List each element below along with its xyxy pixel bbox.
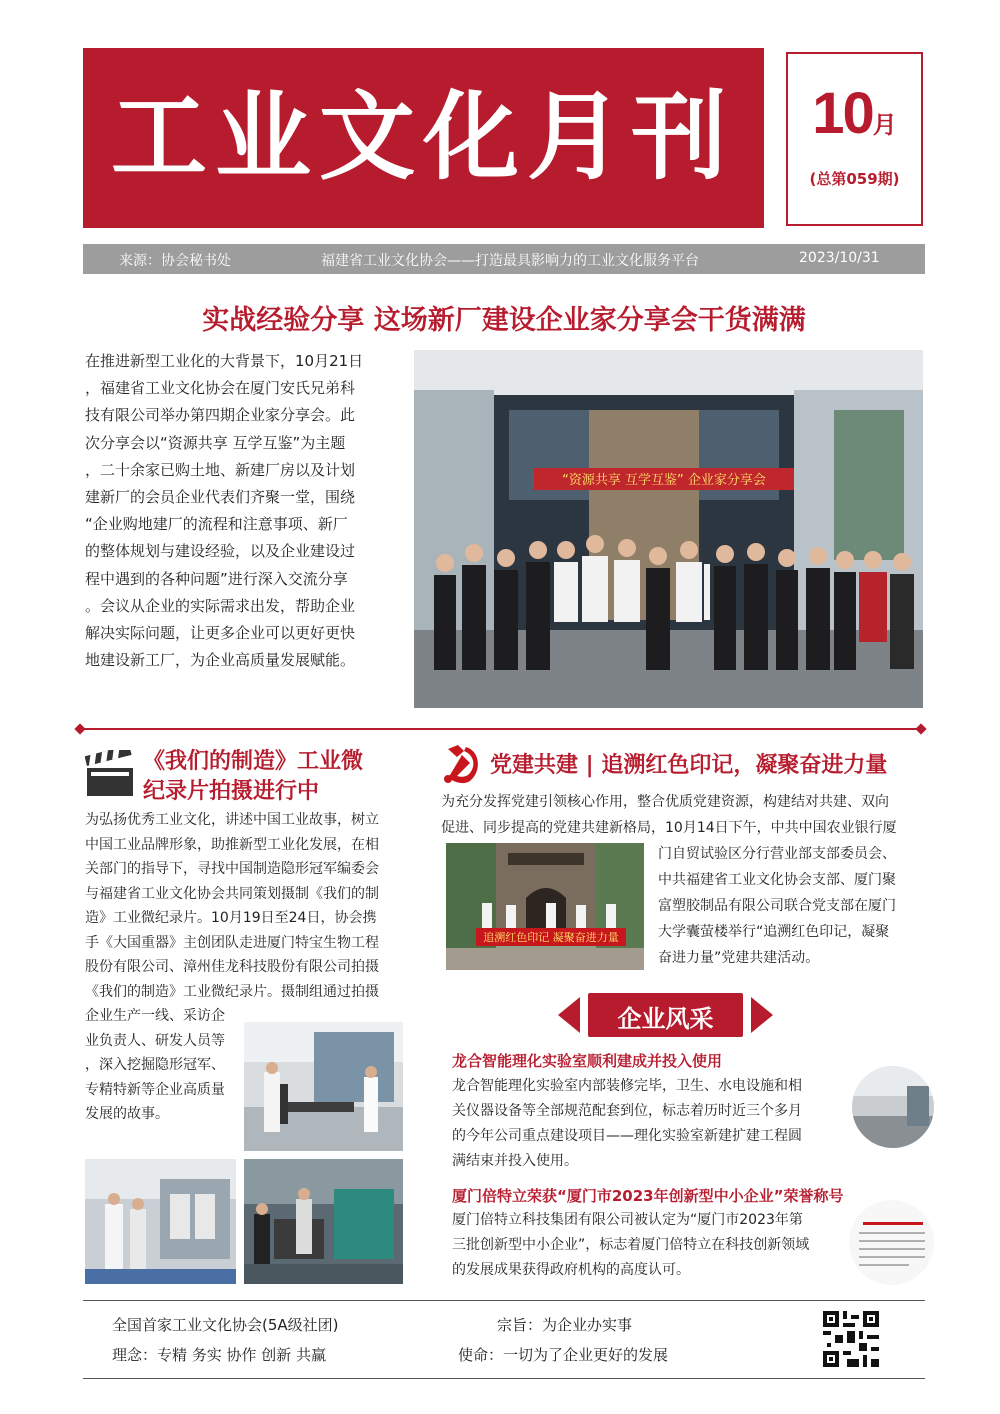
footer-top-rule xyxy=(83,1300,925,1301)
film-article-text-narrow xyxy=(85,1004,240,1127)
photo-banner-text: 追溯红色印记 凝聚奋进力量 xyxy=(483,931,619,944)
divider-dot xyxy=(915,723,926,734)
showcase-item-text xyxy=(452,1074,852,1174)
text-line: 技有限公司举办第四期企业家分享会。此 xyxy=(85,406,356,425)
issue-total: (总第059期) xyxy=(809,170,900,188)
film-photo-production xyxy=(85,1159,236,1284)
lab-photo-circle xyxy=(852,1066,934,1148)
text-line: 程中遇到的各种问题”进行深入交流分享 xyxy=(85,569,348,588)
text-line: 企业生产一线、采访企 xyxy=(85,1008,225,1024)
party-event-photo xyxy=(446,843,644,970)
text-line: 大学囊萤楼举行“追溯红色印记，凝聚 xyxy=(658,924,890,940)
text-line: 关仪器设备等全部规范配套到位，标志着历时近三个多月 xyxy=(452,1103,802,1119)
film-title-line: 《我们的制造》工业微 xyxy=(143,749,364,774)
text-line: 龙合智能理化实验室内部装修完毕，卫生、水电设施和相 xyxy=(452,1078,802,1094)
clapperboard-icon xyxy=(85,750,135,798)
film-article-text xyxy=(85,808,405,1004)
text-line: 建新厂的会员企业代表们齐聚一堂，围绕 xyxy=(85,488,356,507)
showcase-item-text xyxy=(452,1208,852,1283)
text-line: 专精特新等企业高质量 xyxy=(85,1081,225,1098)
footer-bottom-rule xyxy=(83,1378,925,1379)
party-article-text xyxy=(441,789,931,841)
text-line: ，福建省工业文化协会在厦门安氏兄弟科 xyxy=(85,379,356,398)
text-line: 厦门倍特立科技集团有限公司被认定为“厦门市2023年第 xyxy=(452,1212,803,1228)
info-bar xyxy=(83,244,925,274)
text-line: 与福建省工业文化协会共同策划摄制《我们的制 xyxy=(85,885,379,902)
text-line: 门自贸试验区分行营业部支部委员会、 xyxy=(658,846,896,862)
text-line: “企业购地建厂的流程和注意事项、新厂 xyxy=(85,515,348,534)
text-line: 的整体规划与建设经验，以及企业建设过 xyxy=(85,542,356,561)
text-line: ，二十余家已购土地、新建厂房以及计划 xyxy=(85,460,356,479)
showcase-item-title: 厦门倍特立荣获“厦门市2023年创新型中小企业”荣誉称号 xyxy=(452,1187,844,1205)
showcase-item-title: 龙合智能理化实验室顺利建成并投入使用 xyxy=(452,1052,723,1070)
section-divider xyxy=(78,728,923,730)
text-line: 业负责人、研发人员等 xyxy=(85,1032,225,1049)
text-line: 的发展成果获得政府机构的高度认可。 xyxy=(452,1262,690,1278)
photo-banner-text: “资源共享 互学互鉴” 企业家分享会 xyxy=(562,473,766,488)
film-title-line: 纪录片拍摄进行中 xyxy=(143,779,320,804)
text-line: 造》工业微纪录片。10月19日至24日，协会携 xyxy=(85,910,377,926)
text-line: 发展的故事。 xyxy=(85,1106,169,1122)
text-line: 富塑胶制品有限公司联合党支部在厦门 xyxy=(658,898,896,914)
text-line: 奋进力量”党建共建活动。 xyxy=(658,950,820,966)
text-line: 为充分发挥党建引领核心作用，整合优质党建资源，构建结对共建、双向 xyxy=(441,794,889,810)
text-line: 。会议从企业的实际需求出发，帮助企业 xyxy=(85,596,356,615)
text-line: 地建设新工厂，为企业高质量发展赋能。 xyxy=(85,651,356,670)
text-line: 股份有限公司、漳州佳龙科技股份有限公司拍摄 xyxy=(85,959,379,975)
footer-purpose: 宗旨：为企业办实事 xyxy=(497,1316,633,1334)
text-line: 手《大国重器》主创团队走进厦门特宝生物工程 xyxy=(85,934,379,951)
footer-assoc: 全国首家工业文化协会(5A级社团) xyxy=(112,1316,339,1334)
issue-month xyxy=(788,80,921,147)
text-line: 为弘扬优秀工业文化，讲述中国工业故事，树立 xyxy=(85,812,379,828)
lead-headline: 实战经验分享 这场新厂建设企业家分享会干货满满 xyxy=(202,305,806,336)
lead-article-text xyxy=(85,348,397,674)
text-line: 《我们的制造》工业微纪录片。摄制组通过拍摄 xyxy=(85,983,379,1000)
film-photo-lab xyxy=(244,1022,403,1151)
showcase-banner xyxy=(558,991,773,1039)
qr-code-icon xyxy=(823,1311,879,1367)
issue-date: 2023/10/31 xyxy=(799,250,880,266)
masthead xyxy=(83,48,764,228)
text-line: ，深入挖掘隐形冠军、 xyxy=(85,1057,225,1073)
publication-title: 工业文化月刊 xyxy=(111,80,735,193)
text-line: 满结束并投入使用。 xyxy=(452,1153,578,1169)
issue-month-number: 10 xyxy=(812,81,873,146)
text-line: 在推进新型工业化的大背景下，10月21日 xyxy=(85,352,364,370)
party-emblem-icon xyxy=(440,743,482,785)
film-photo-factory xyxy=(244,1159,403,1284)
text-line: 中国工业品牌形象，助推新型工业化发展，在相 xyxy=(85,836,379,853)
slogan: 福建省工业文化协会——打造最具影响力的工业文化服务平台 xyxy=(321,253,699,269)
text-line: 促进、同步提高的党建共建新格局，10月14日下午，中共中国农业银行厦 xyxy=(441,820,897,836)
showcase-banner-label: 企业风采 xyxy=(617,1005,714,1033)
footer-concept: 理念：专精 务实 协作 创新 共赢 xyxy=(112,1346,327,1364)
lead-group-photo xyxy=(414,350,923,708)
text-line: 解决实际问题，让更多企业可以更好更快 xyxy=(85,624,356,643)
text-line: 三批创新型中小企业”，标志着厦门倍特立在科技创新领域 xyxy=(452,1237,810,1253)
text-line: 次分享会以“资源共享 互学互鉴”为主题 xyxy=(85,433,346,452)
certificate-photo-circle xyxy=(849,1200,934,1285)
issue-month-unit: 月 xyxy=(872,112,897,139)
issue-box xyxy=(786,52,923,226)
text-line: 关部门的指导下，寻找中国制造隐形冠军编委会 xyxy=(85,861,379,877)
footer-mission: 使命：一切为了企业更好的发展 xyxy=(458,1346,669,1364)
text-line: 中共福建省工业文化协会支部、厦门聚 xyxy=(658,872,896,888)
party-section-title: 党建共建 | 追溯红色印记，凝聚奋进力量 xyxy=(490,753,888,778)
source-label: 来源：协会秘书处 xyxy=(119,253,231,269)
party-article-text-narrow xyxy=(658,841,928,971)
text-line: 的今年公司重点建设项目——理化实验室新建扩建工程圆 xyxy=(452,1128,802,1144)
film-section-title xyxy=(143,747,403,807)
divider-dot xyxy=(74,723,85,734)
